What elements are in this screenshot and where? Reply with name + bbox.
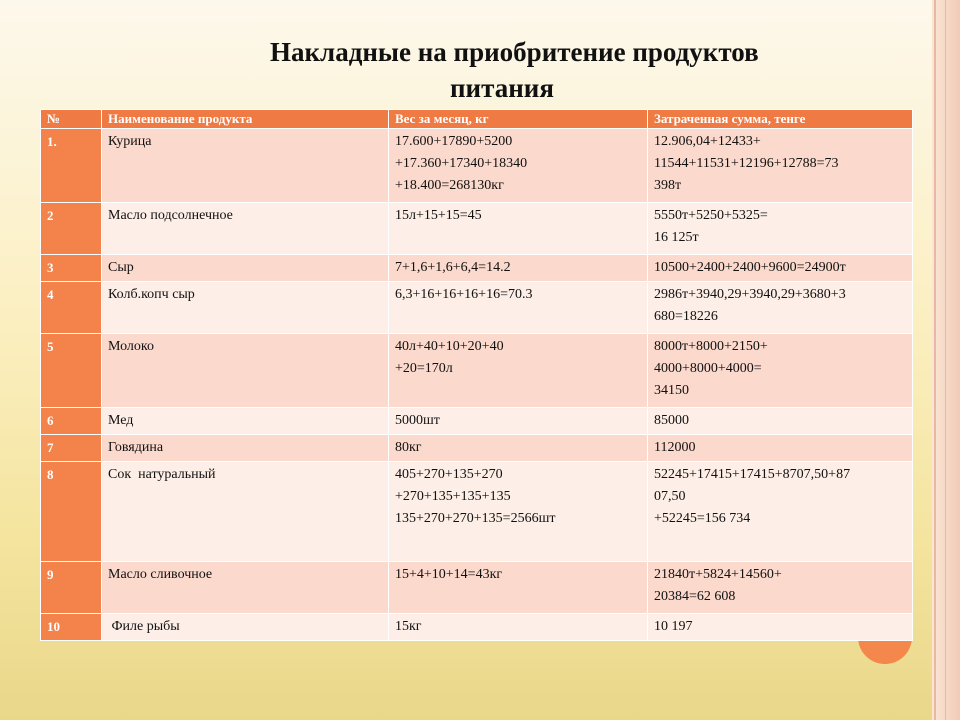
- sum-line: 10500+2400+2400+9600=24900т: [654, 260, 846, 275]
- product-name: Масло сливочное: [102, 562, 389, 614]
- table-row: [41, 408, 913, 435]
- sum-line: 4000+8000+4000=: [654, 361, 762, 376]
- weight-line: 15л+15+15=45: [395, 208, 482, 223]
- header-weight: Вес за месяц, кг: [389, 110, 648, 129]
- sum-cell: [648, 129, 913, 203]
- product-name: Молоко: [102, 334, 389, 408]
- sum-line: 398т: [654, 178, 682, 193]
- row-number: 9: [41, 562, 102, 614]
- sum-line: 5550т+5250+5325=: [654, 208, 768, 223]
- invoice-table: [40, 109, 913, 641]
- weight-cell: [389, 462, 648, 562]
- product-name: Сыр: [102, 255, 389, 282]
- row-number: 8: [41, 462, 102, 562]
- table-row: [41, 435, 913, 462]
- sum-cell: [648, 435, 913, 462]
- sum-cell: [648, 614, 913, 641]
- sum-line: +52245=156 734: [654, 511, 751, 526]
- table-row: [41, 462, 913, 562]
- sum-cell: [648, 562, 913, 614]
- weight-cell: [389, 614, 648, 641]
- sum-line: 21840т+5824+14560+: [654, 567, 782, 582]
- sum-line: 680=18226: [654, 309, 718, 324]
- sum-cell: [648, 334, 913, 408]
- row-number: 7: [41, 435, 102, 462]
- table-row: [41, 562, 913, 614]
- row-number: 1.: [41, 129, 102, 203]
- header-number: №: [41, 110, 102, 129]
- sum-line: 85000: [654, 413, 689, 428]
- weight-cell: [389, 203, 648, 255]
- row-number: 4: [41, 282, 102, 334]
- row-number: 10: [41, 614, 102, 641]
- weight-cell: [389, 255, 648, 282]
- weight-line: +18.400=268130кг: [395, 178, 504, 193]
- row-number: 5: [41, 334, 102, 408]
- weight-line: 15+4+10+14=43кг: [395, 567, 503, 582]
- weight-line: +20=170л: [395, 361, 453, 376]
- right-decorative-line: [934, 0, 936, 720]
- product-name: Колб.копч сыр: [102, 282, 389, 334]
- sum-cell: [648, 255, 913, 282]
- sum-line: 12.906,04+12433+: [654, 134, 761, 149]
- right-decorative-line: [945, 0, 946, 720]
- weight-line: +270+135+135+135: [395, 489, 511, 504]
- table-row: [41, 129, 913, 203]
- weight-line: 405+270+135+270: [395, 467, 503, 482]
- sum-line: 07,50: [654, 489, 686, 504]
- weight-line: 40л+40+10+20+40: [395, 339, 504, 354]
- weight-cell: [389, 408, 648, 435]
- table-row: [41, 334, 913, 408]
- sum-line: 16 125т: [654, 230, 699, 245]
- sum-line: 34150: [654, 383, 689, 398]
- weight-cell: [389, 435, 648, 462]
- weight-cell: [389, 282, 648, 334]
- header-product-name: Наименование продукта: [102, 110, 389, 129]
- sum-line: 10 197: [654, 619, 693, 634]
- header-sum: Затраченная сумма, тенге: [648, 110, 913, 129]
- weight-line: 80кг: [395, 440, 422, 455]
- product-name: Мед: [102, 408, 389, 435]
- right-decorative-band: [932, 0, 960, 720]
- weight-line: 5000шт: [395, 413, 440, 428]
- row-number: 3: [41, 255, 102, 282]
- product-name: Филе рыбы: [102, 614, 389, 641]
- page-title-line-1: Накладные на приобритение продуктов: [270, 37, 759, 67]
- table-row: [41, 282, 913, 334]
- page-title-line-2: питания: [450, 73, 554, 103]
- weight-cell: [389, 129, 648, 203]
- sum-line: 2986т+3940,29+3940,29+3680+3: [654, 287, 846, 302]
- page-title: [270, 34, 870, 106]
- sum-line: 20384=62 608: [654, 589, 736, 604]
- sum-cell: [648, 282, 913, 334]
- table-row: [41, 203, 913, 255]
- table-row: [41, 255, 913, 282]
- product-name: Говядина: [102, 435, 389, 462]
- table-header-row: [41, 110, 913, 129]
- sum-cell: [648, 462, 913, 562]
- product-name: Курица: [102, 129, 389, 203]
- weight-line: 7+1,6+1,6+6,4=14.2: [395, 260, 511, 275]
- sum-line: 11544+11531+12196+12788=73: [654, 156, 839, 171]
- sum-line: 8000т+8000+2150+: [654, 339, 768, 354]
- weight-line: 15кг: [395, 619, 422, 634]
- row-number: 6: [41, 408, 102, 435]
- table-row: [41, 614, 913, 641]
- sum-line: 52245+17415+17415+8707,50+87: [654, 467, 851, 482]
- weight-cell: [389, 562, 648, 614]
- weight-line: 17.600+17890+5200: [395, 134, 513, 149]
- row-number: 2: [41, 203, 102, 255]
- weight-line: +17.360+17340+18340: [395, 156, 528, 171]
- weight-line: 135+270+270+135=2566шт: [395, 511, 556, 526]
- sum-cell: [648, 408, 913, 435]
- sum-cell: [648, 203, 913, 255]
- sum-line: 112000: [654, 440, 696, 455]
- weight-cell: [389, 334, 648, 408]
- product-name: Масло подсолнечное: [102, 203, 389, 255]
- product-name: Сок натуральный: [102, 462, 389, 562]
- weight-line: 6,3+16+16+16+16=70.3: [395, 287, 533, 302]
